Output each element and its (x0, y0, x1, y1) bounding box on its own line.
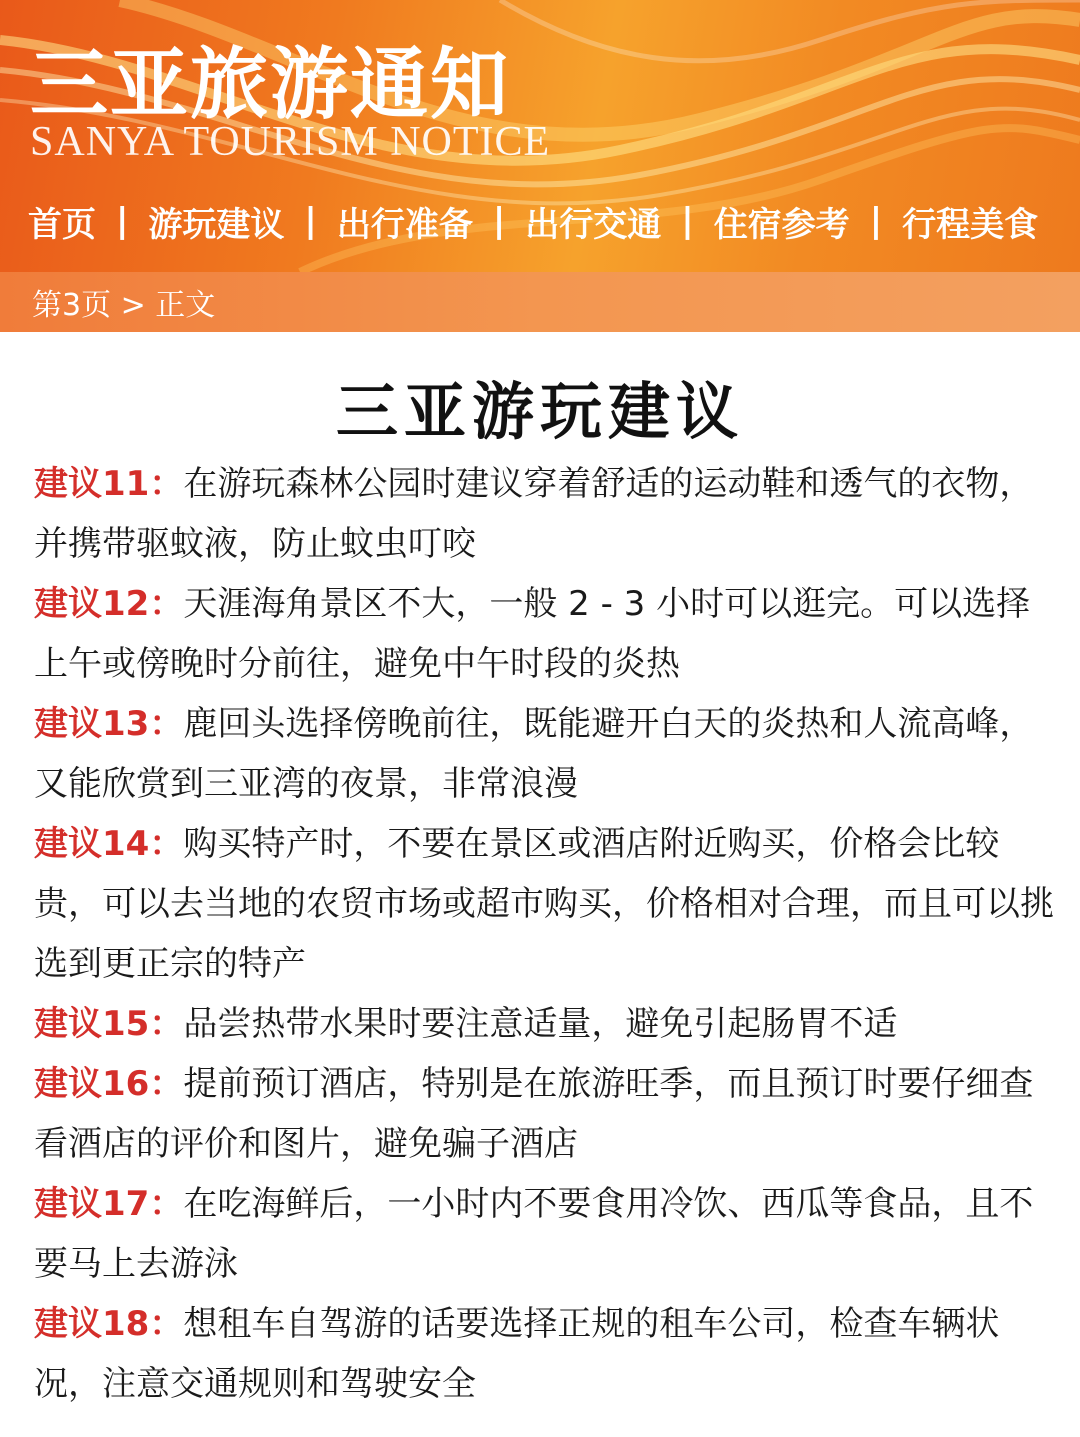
nav-separator: | (869, 201, 883, 241)
nav-separator: | (304, 201, 317, 241)
tip-item (34, 1174, 1058, 1294)
tip-text: 购买特产时，不要在景区或酒店附近购买，价格会比较贵，可以去当地的农贸市场或超市购买，价格相对合理，而且可以挑选到更正宗的特产 (34, 824, 1054, 984)
tip-text: 天涯海角景区不大，一般 2 - 3 小时可以逛完。可以选择上午或傍晚时分前往，避免中午时段的炎热 (34, 584, 1031, 684)
tip-label: 建议14： (34, 824, 184, 864)
tip-item (34, 814, 1058, 994)
main-nav (28, 196, 1068, 246)
tip-label: 建议13： (34, 704, 184, 744)
nav-item-food[interactable]: 行程美食 (902, 204, 1039, 245)
tip-text: 在游玩森林公园时建议穿着舒适的运动鞋和透气的衣物，并携带驱蚊液，防止蚊虫叮咬 (34, 464, 1034, 564)
nav-item-home[interactable]: 首页 (28, 204, 96, 245)
tip-label: 建议12： (34, 584, 184, 624)
tip-label: 建议15： (34, 1004, 184, 1044)
breadcrumb-text: 第3页 > 正文 (32, 288, 216, 323)
nav-separator: | (116, 201, 129, 241)
site-title: 三亚旅游通知 (30, 40, 511, 130)
tip-item (34, 454, 1058, 574)
tip-item (34, 694, 1058, 814)
nav-item-tips[interactable]: 游玩建议 (148, 204, 285, 245)
tip-item (34, 1294, 1058, 1414)
tip-text: 想租车自驾游的话要选择正规的租车公司，检查车辆状况，注意交通规则和驾驶安全 (34, 1304, 1000, 1404)
tip-item (34, 1054, 1058, 1174)
tip-item (34, 994, 1058, 1054)
nav-item-accommodation[interactable]: 住宿参考 (713, 204, 850, 245)
tip-text: 提前预订酒店，特别是在旅游旺季，而且预订时要仔细查看酒店的评价和图片，避免骗子酒店 (34, 1064, 1034, 1164)
nav-item-transport[interactable]: 出行交通 (525, 204, 662, 245)
tip-text: 鹿回头选择傍晚前往，既能避开白天的炎热和人流高峰，又能欣赏到三亚湾的夜景，非常浪漫 (34, 704, 1034, 804)
tip-label: 建议17： (34, 1184, 184, 1224)
breadcrumb (0, 272, 1080, 332)
tip-text: 在吃海鲜后，一小时内不要食用冷饮、西瓜等食品，且不要马上去游泳 (34, 1184, 1034, 1284)
nav-separator: | (492, 201, 506, 241)
tip-label: 建议16： (34, 1064, 184, 1104)
tip-text: 品尝热带水果时要注意适量，避免引起肠胃不适 (183, 1004, 898, 1044)
page-title: 三亚游玩建议 (335, 375, 744, 448)
tip-label: 建议18： (34, 1304, 184, 1344)
site-subtitle: SANYA TOURISM NOTICE (30, 119, 551, 165)
tips-list (34, 454, 1058, 1414)
nav-separator: | (681, 201, 694, 241)
tip-label: 建议11： (34, 464, 184, 504)
nav-item-preparation[interactable]: 出行准备 (336, 204, 473, 245)
site-header (0, 0, 1080, 272)
tip-item (34, 574, 1058, 694)
